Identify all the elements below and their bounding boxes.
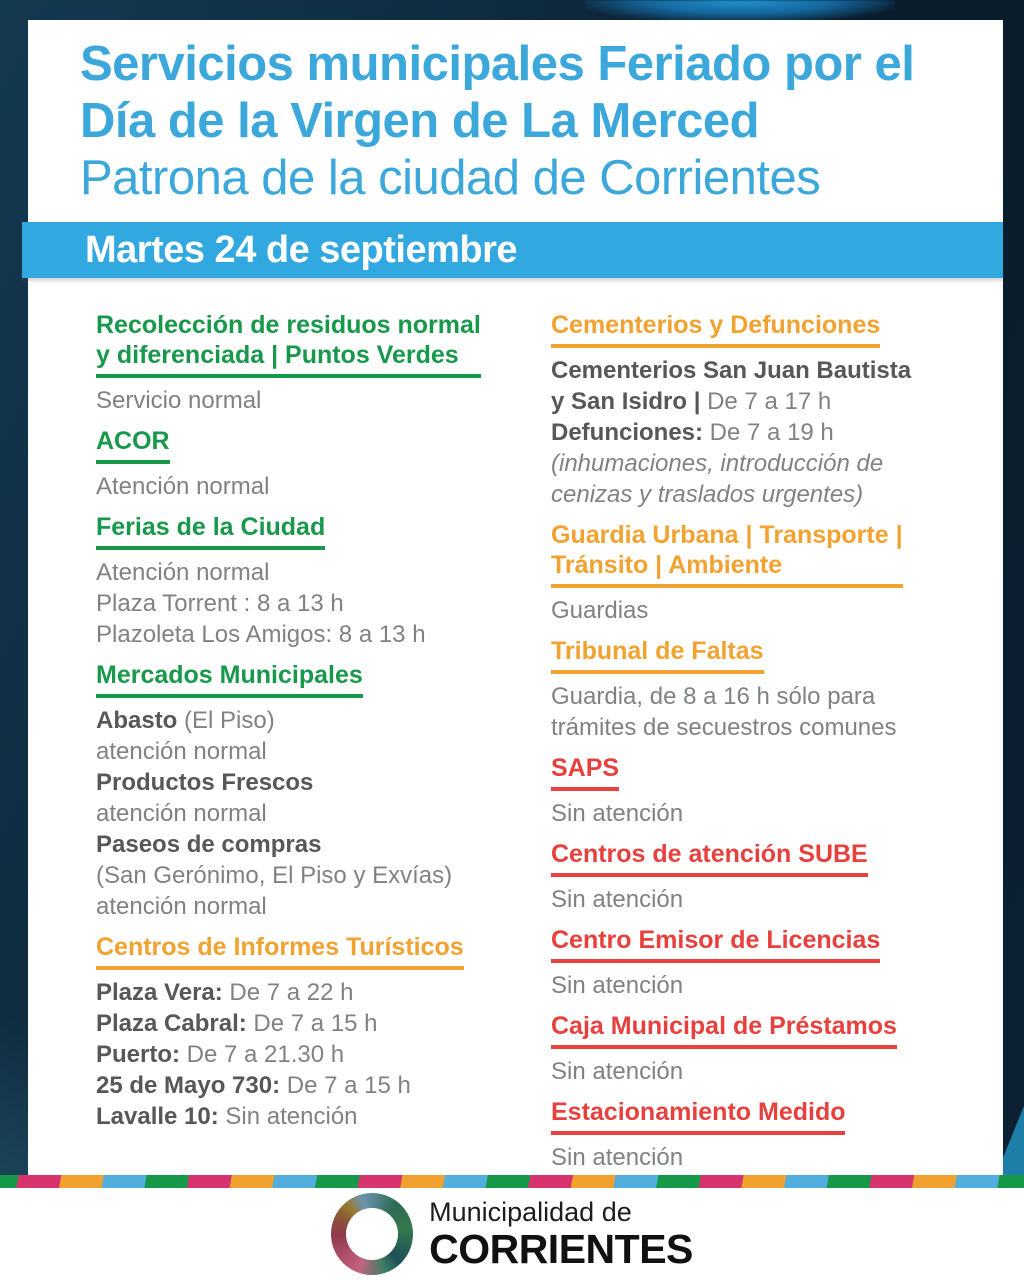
section-heading: Ferias de la Ciudad bbox=[96, 512, 511, 550]
service-line: (San Gerónimo, El Piso y Exvías) bbox=[96, 862, 453, 889]
section-saps bbox=[551, 753, 951, 829]
right-column bbox=[551, 310, 951, 1183]
section-heading: Centros de Informes Turísticos bbox=[96, 932, 511, 970]
section-heading: Caja Municipal de Préstamos bbox=[551, 1011, 951, 1049]
service-line: Guardias bbox=[551, 597, 649, 624]
title-line-2: Día de la Virgen de La Merced bbox=[80, 94, 760, 148]
service-line: Abasto (El Piso) bbox=[96, 707, 275, 734]
title-line-1: Servicios municipales Feriado por el bbox=[80, 37, 915, 91]
section-heading: Centro Emisor de Licencias bbox=[551, 925, 951, 963]
service-line: Sin atención bbox=[551, 800, 684, 827]
service-line: Sin atención bbox=[551, 972, 684, 999]
service-line: Atención normal bbox=[96, 559, 270, 586]
brand-text bbox=[429, 1196, 693, 1272]
service-line: trámites de secuestros comunes bbox=[551, 714, 897, 741]
section-heading: Tribunal de Faltas bbox=[551, 636, 951, 674]
section-tribunal-faltas bbox=[551, 636, 951, 743]
service-line: atención normal bbox=[96, 800, 267, 827]
section-estacionamiento bbox=[551, 1097, 951, 1173]
section-heading: Guardia Urbana | Transporte | Tránsito | Ambiente bbox=[551, 520, 951, 588]
service-line: Sin atención bbox=[551, 1058, 684, 1085]
service-line: Puerto: De 7 a 21.30 h bbox=[96, 1041, 345, 1068]
section-sube bbox=[551, 839, 951, 915]
corrientes-swirl-logo-icon bbox=[331, 1193, 413, 1275]
left-column bbox=[96, 310, 511, 1183]
date-banner bbox=[22, 222, 1003, 278]
background-top-glow bbox=[585, 0, 895, 22]
color-stripe-divider bbox=[0, 1175, 1024, 1188]
service-line: Cementerios San Juan Bautista bbox=[551, 357, 912, 384]
section-mercados bbox=[96, 660, 511, 922]
section-caja-municipal bbox=[551, 1011, 951, 1087]
service-line: (inhumaciones, introducción de bbox=[551, 450, 884, 477]
title-line-3: Patrona de la ciudad de Corrientes bbox=[80, 151, 821, 205]
section-ferias bbox=[96, 512, 511, 650]
service-line: Plaza Cabral: De 7 a 15 h bbox=[96, 1010, 378, 1037]
section-heading: Centros de atención SUBE bbox=[551, 839, 951, 877]
section-guardia-urbana bbox=[551, 520, 951, 626]
service-line: Paseos de compras bbox=[96, 831, 322, 858]
section-heading: Recolección de residuos normal y diferenciada | Puntos Verdes bbox=[96, 310, 511, 378]
section-heading: Estacionamiento Medido bbox=[551, 1097, 951, 1135]
footer-brand-bar bbox=[0, 1188, 1024, 1280]
service-line: cenizas y traslados urgentes) bbox=[551, 481, 864, 508]
service-line: Sin atención bbox=[551, 886, 684, 913]
section-heading: ACOR bbox=[96, 426, 511, 464]
brand-line-1: Municipalidad de bbox=[429, 1196, 632, 1227]
service-line: y San Isidro | De 7 a 17 h bbox=[551, 388, 832, 415]
section-acor bbox=[96, 426, 511, 502]
page-title bbox=[28, 20, 1003, 207]
section-licencias bbox=[551, 925, 951, 1001]
service-line: atención normal bbox=[96, 738, 267, 765]
date-banner-text: Martes 24 de septiembre bbox=[85, 229, 518, 271]
section-informes-turisticos bbox=[96, 932, 511, 1132]
service-line: 25 de Mayo 730: De 7 a 15 h bbox=[96, 1072, 411, 1099]
service-line: Lavalle 10: Sin atención bbox=[96, 1103, 358, 1130]
service-line: Plaza Torrent : 8 a 13 h bbox=[96, 590, 344, 617]
announcement-card bbox=[28, 20, 1003, 1175]
section-heading: Mercados Municipales bbox=[96, 660, 511, 698]
section-recoleccion-residuos bbox=[96, 310, 511, 416]
service-line: Plazoleta Los Amigos: 8 a 13 h bbox=[96, 621, 426, 648]
service-line: Plaza Vera: De 7 a 22 h bbox=[96, 979, 354, 1006]
service-line: Servicio normal bbox=[96, 387, 262, 414]
section-heading: Cementerios y Defunciones bbox=[551, 310, 951, 348]
section-heading: SAPS bbox=[551, 753, 951, 791]
service-line: Defunciones: De 7 a 19 h bbox=[551, 419, 834, 446]
services-columns bbox=[96, 310, 951, 1183]
service-line: atención normal bbox=[96, 893, 267, 920]
section-cementerios bbox=[551, 310, 951, 510]
brand-line-2: CORRIENTES bbox=[429, 1225, 693, 1272]
service-line: Sin atención bbox=[551, 1144, 684, 1171]
service-line: Guardia, de 8 a 16 h sólo para bbox=[551, 683, 876, 710]
service-line: Atención normal bbox=[96, 473, 270, 500]
service-line: Productos Frescos bbox=[96, 769, 314, 796]
